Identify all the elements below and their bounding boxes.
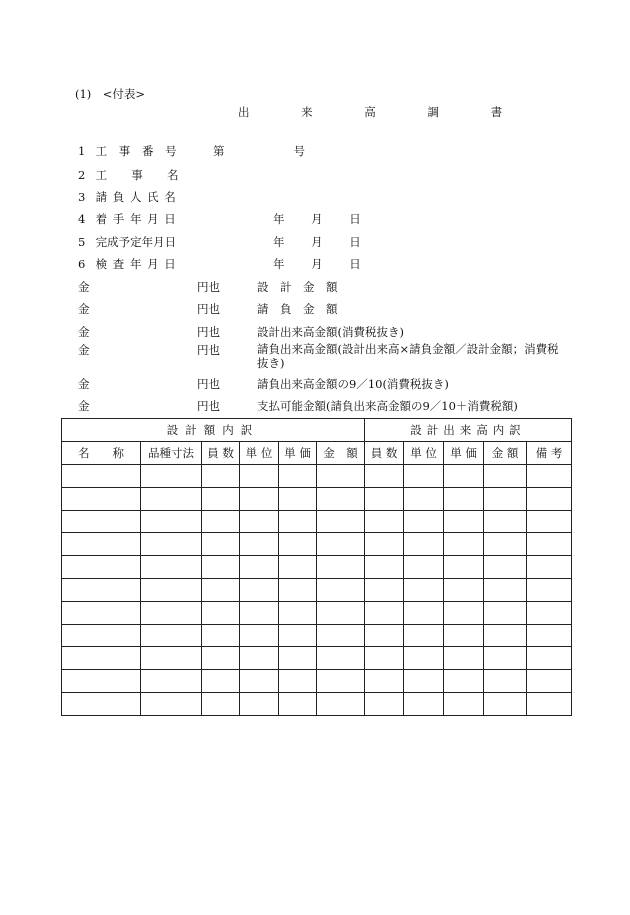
col-name: 名 称 — [62, 442, 141, 465]
amount-unit: 円也 — [197, 325, 220, 339]
table-cell — [484, 624, 527, 647]
table-cell — [365, 465, 404, 488]
table-cell — [444, 578, 484, 601]
table-cell — [317, 647, 365, 670]
table-cell — [202, 487, 240, 510]
table-cell — [317, 578, 365, 601]
table-row — [62, 556, 572, 579]
table-cell — [240, 487, 279, 510]
table-cell — [141, 601, 202, 624]
table-cell — [527, 692, 572, 715]
attachment-label: (1) <付表> — [75, 87, 146, 101]
table-cell — [62, 510, 141, 533]
table-cell — [444, 465, 484, 488]
table-cell — [527, 533, 572, 556]
table-cell — [62, 578, 141, 601]
field-row — [78, 211, 177, 227]
field-row — [78, 167, 181, 183]
col-unit-price: 単 価 — [279, 442, 317, 465]
field-row — [78, 234, 176, 250]
table-cell — [240, 647, 279, 670]
table-cell — [279, 692, 317, 715]
table-cell — [141, 487, 202, 510]
table-cell — [404, 578, 444, 601]
amount-description: 支払可能金額(請負出来高金額の9／10＋消費税額) — [257, 399, 518, 413]
table-cell — [404, 533, 444, 556]
amount-description: 請負出来高金額(設計出来高×請負金額／設計金額；消費税抜き) — [257, 342, 559, 370]
table-cell — [202, 556, 240, 579]
table-cell — [444, 556, 484, 579]
field-row — [78, 256, 177, 272]
col-progress-unit-price: 単 価 — [444, 442, 484, 465]
table-cell — [444, 487, 484, 510]
breakdown-table — [61, 418, 572, 716]
table-row — [62, 692, 572, 715]
table-cell — [404, 465, 444, 488]
table-cell — [240, 465, 279, 488]
table-cell — [527, 624, 572, 647]
table-cell — [62, 624, 141, 647]
amount-unit: 円也 — [197, 399, 220, 413]
table-cell — [141, 647, 202, 670]
table-cell — [527, 510, 572, 533]
page-title: 出 来 高 調 書 — [238, 105, 527, 119]
table-cell — [444, 670, 484, 693]
col-amount: 金 額 — [317, 442, 365, 465]
table-cell — [202, 510, 240, 533]
table-cell — [240, 670, 279, 693]
table-row — [62, 670, 572, 693]
table-cell — [444, 510, 484, 533]
table-cell — [404, 647, 444, 670]
table-cell — [279, 670, 317, 693]
table-cell — [365, 692, 404, 715]
table-cell — [141, 556, 202, 579]
field-number: 3 — [78, 190, 86, 204]
table-cell — [279, 556, 317, 579]
table-cell — [279, 578, 317, 601]
table-cell — [444, 601, 484, 624]
table-cell — [240, 601, 279, 624]
table-cell — [484, 465, 527, 488]
amount-description: 請 負 金 額 — [257, 302, 338, 316]
table-cell — [404, 624, 444, 647]
table-cell — [365, 487, 404, 510]
table-cell — [202, 692, 240, 715]
table-cell — [365, 601, 404, 624]
table-cell — [202, 647, 240, 670]
table-cell — [62, 465, 141, 488]
table-row — [62, 465, 572, 488]
amount-kin: 金 — [78, 302, 90, 316]
table-cell — [62, 670, 141, 693]
table-cell — [527, 465, 572, 488]
field-label: 請 負 人 氏 名 — [95, 190, 177, 204]
table-cell — [141, 578, 202, 601]
field-label: 検 査 年 月 日 — [95, 257, 177, 271]
table-cell — [240, 533, 279, 556]
table-cell — [317, 670, 365, 693]
field-value: 年 月 日 — [273, 235, 361, 249]
table-cell — [317, 510, 365, 533]
table-cell — [317, 556, 365, 579]
table-cell — [484, 556, 527, 579]
table-cell — [317, 487, 365, 510]
table-cell — [202, 624, 240, 647]
table-cell — [527, 601, 572, 624]
table-cell — [141, 670, 202, 693]
col-progress-quantity: 員 数 — [365, 442, 404, 465]
table-cell — [365, 624, 404, 647]
table-cell — [527, 578, 572, 601]
field-value: 年 月 日 — [273, 212, 361, 226]
table-cell — [317, 465, 365, 488]
field-number: 2 — [78, 168, 86, 182]
table-cell — [365, 647, 404, 670]
amount-description: 請負出来高金額の9／10(消費税抜き) — [257, 377, 449, 391]
amount-kin: 金 — [78, 343, 90, 357]
table-cell — [240, 692, 279, 715]
table-cell — [202, 533, 240, 556]
table-cell — [279, 465, 317, 488]
amount-description: 設 計 金 額 — [257, 280, 338, 294]
field-label: 工 事 名 — [95, 168, 182, 182]
table-cell — [317, 533, 365, 556]
table-cell — [279, 624, 317, 647]
table-cell — [202, 578, 240, 601]
table-cell — [240, 510, 279, 533]
table-cell — [365, 533, 404, 556]
table-cell — [484, 533, 527, 556]
table-cell — [62, 647, 141, 670]
table-cell — [240, 578, 279, 601]
field-row — [78, 143, 181, 159]
field-number: 6 — [78, 257, 86, 271]
table-cell — [404, 487, 444, 510]
table-cell — [202, 601, 240, 624]
table-body — [62, 465, 572, 716]
table-cell — [202, 670, 240, 693]
table-cell — [279, 487, 317, 510]
table-cell — [317, 624, 365, 647]
field-value: 年 月 日 — [273, 257, 361, 271]
table-cell — [317, 601, 365, 624]
table-cell — [444, 533, 484, 556]
table-cell — [527, 487, 572, 510]
table-cell — [527, 647, 572, 670]
table-cell — [141, 465, 202, 488]
table-cell — [404, 510, 444, 533]
table-cell — [62, 533, 141, 556]
table-cell — [365, 556, 404, 579]
table-cell — [141, 692, 202, 715]
table-cell — [279, 601, 317, 624]
table-cell — [62, 556, 141, 579]
table-cell — [62, 487, 141, 510]
field-number: 5 — [78, 235, 86, 249]
progress-breakdown-header: 設計出来高内訳 — [365, 419, 572, 442]
table-cell — [365, 510, 404, 533]
table-cell — [141, 533, 202, 556]
amount-description: 設計出来高金額(消費税抜き) — [257, 325, 404, 339]
col-progress-amount: 金 額 — [484, 442, 527, 465]
table-cell — [365, 670, 404, 693]
amount-kin: 金 — [78, 280, 90, 294]
amount-kin: 金 — [78, 399, 90, 413]
table-cell — [444, 647, 484, 670]
table-row — [62, 487, 572, 510]
field-value: 第 号 — [213, 144, 305, 158]
field-row — [78, 189, 177, 205]
table-cell — [527, 556, 572, 579]
table-column-header-row — [62, 442, 572, 465]
table-row — [62, 533, 572, 556]
table-cell — [444, 692, 484, 715]
table-cell — [484, 510, 527, 533]
table-cell — [62, 601, 141, 624]
field-number: 1 — [78, 144, 86, 158]
table-row — [62, 601, 572, 624]
table-cell — [484, 487, 527, 510]
field-label: 工 事 番 号 — [95, 144, 181, 158]
amount-kin: 金 — [78, 377, 90, 391]
table-cell — [202, 465, 240, 488]
field-label: 着 手 年 月 日 — [95, 212, 177, 226]
table-cell — [62, 692, 141, 715]
table-row — [62, 624, 572, 647]
table-row — [62, 578, 572, 601]
table-cell — [527, 670, 572, 693]
table-cell — [279, 510, 317, 533]
table-cell — [404, 601, 444, 624]
table-cell — [317, 692, 365, 715]
amount-unit: 円也 — [197, 280, 220, 294]
table-group-header-row — [62, 419, 572, 442]
amount-unit: 円也 — [197, 343, 220, 357]
field-label: 完成予定年月日 — [95, 235, 177, 249]
table-cell — [279, 647, 317, 670]
table-cell — [141, 624, 202, 647]
col-unit: 単 位 — [240, 442, 279, 465]
amount-kin: 金 — [78, 325, 90, 339]
design-breakdown-header: 設計額内訳 — [62, 419, 365, 442]
table-cell — [240, 624, 279, 647]
table-cell — [365, 578, 404, 601]
table-row — [62, 647, 572, 670]
table-cell — [404, 670, 444, 693]
table-cell — [404, 556, 444, 579]
table-cell — [484, 692, 527, 715]
table-cell — [240, 556, 279, 579]
table-cell — [141, 510, 202, 533]
amount-unit: 円也 — [197, 377, 220, 391]
col-spec: 品種寸法 — [141, 442, 202, 465]
table-cell — [404, 692, 444, 715]
table-cell — [484, 578, 527, 601]
table-cell — [484, 601, 527, 624]
table-cell — [279, 533, 317, 556]
col-remarks: 備 考 — [527, 442, 572, 465]
table-cell — [444, 624, 484, 647]
table-cell — [484, 647, 527, 670]
table-row — [62, 510, 572, 533]
amount-unit: 円也 — [197, 302, 220, 316]
table-cell — [484, 670, 527, 693]
col-quantity: 員 数 — [202, 442, 240, 465]
field-number: 4 — [78, 212, 86, 226]
col-progress-unit: 単 位 — [404, 442, 444, 465]
